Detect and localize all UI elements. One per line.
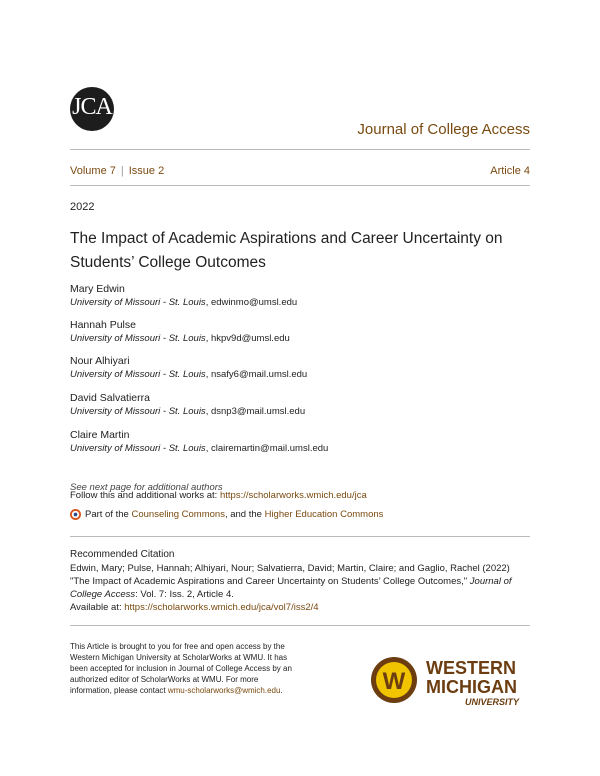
author-name: Mary Edwin xyxy=(70,283,125,295)
follow-link[interactable]: https://scholarworks.wmich.edu/jca xyxy=(219,490,367,501)
wmu-logo xyxy=(370,654,530,708)
article-title: The Impact of Academic Aspirations and Career Uncertainty on Students’ College Outcomes xyxy=(70,230,503,271)
author-affiliation: University of Missouri - St. Louis, nsafy6@mail.umsl.edu xyxy=(70,369,308,380)
higher-education-commons-link[interactable]: Higher Education Commons xyxy=(264,509,384,520)
volume-link[interactable]: Volume 7 xyxy=(70,165,116,177)
publication-year: 2022 xyxy=(70,201,95,213)
citation-url-link[interactable]: https://scholarworks.wmich.edu/jca/vol7/iss2/4 xyxy=(124,602,319,613)
wmu-line1: WESTERN xyxy=(426,658,516,678)
wmu-line2: MICHIGAN xyxy=(426,677,517,697)
header-divider xyxy=(70,149,530,150)
citation-divider xyxy=(70,536,530,537)
counseling-commons-link[interactable]: Counseling Commons xyxy=(131,509,225,520)
wmu-line3: UNIVERSITY xyxy=(465,697,520,707)
follow-line: Follow this and additional works at: https://scholarworks.wmich.edu/jca xyxy=(70,490,367,501)
author-affiliation: University of Missouri - St. Louis, dsnp3@mail.umsl.edu xyxy=(70,406,306,417)
bepress-icon xyxy=(70,509,81,520)
citation-body: Edwin, Mary; Pulse, Hannah; Alhiyari, Nour; Salvatierra, David; Martin, Claire; and Gaglio, Rachel (2022) "The Impact of Academic Aspirations and Career Uncertainty on Students’ College Outcomes," Journal of College Access: Vol. 7: Iss. 2, Article 4. Available at: https://scholarworks.wmich.edu/jca/vol7/iss2/4 xyxy=(70,563,512,613)
citation-heading: Recommended Citation xyxy=(70,549,175,560)
wmu-w-mark: W xyxy=(382,668,406,695)
footer-divider xyxy=(70,625,530,626)
author-affiliation: University of Missouri - St. Louis, edwinmo@umsl.edu xyxy=(70,297,298,308)
author-name: Claire Martin xyxy=(70,429,130,441)
contact-email-link[interactable]: wmu-scholarworks@wmich.edu xyxy=(167,686,281,695)
author-name: Nour Alhiyari xyxy=(70,355,130,367)
article-number[interactable]: Article 4 xyxy=(490,165,530,177)
see-next-page-note: See next page for additional authors xyxy=(70,482,223,493)
separator: | xyxy=(120,165,124,177)
access-statement: This Article is brought to you for free and open access by the Western Michigan University at ScholarWorks at WMU. It has been accepted for inclusion in Journal of College Access by an authorized editor of ScholarWorks at WMU. For more information, please contact wmu-scholarworks@wmich.edu. xyxy=(70,642,292,695)
commons-line: Part of the Counseling Commons, and the Higher Education Commons xyxy=(70,509,383,520)
jca-logo: JCA xyxy=(72,94,112,120)
journal-title[interactable]: Journal of College Access xyxy=(357,121,530,138)
volume-issue xyxy=(70,165,164,177)
author-affiliation: University of Missouri - St. Louis, hkpv9d@umsl.edu xyxy=(70,333,290,344)
author-affiliation: University of Missouri - St. Louis, clairemartin@mail.umsl.edu xyxy=(70,443,329,454)
issue-link[interactable]: Issue 2 xyxy=(128,165,165,177)
author-name: David Salvatierra xyxy=(70,392,150,404)
volume-divider xyxy=(70,185,530,186)
author-name: Hannah Pulse xyxy=(70,319,136,331)
